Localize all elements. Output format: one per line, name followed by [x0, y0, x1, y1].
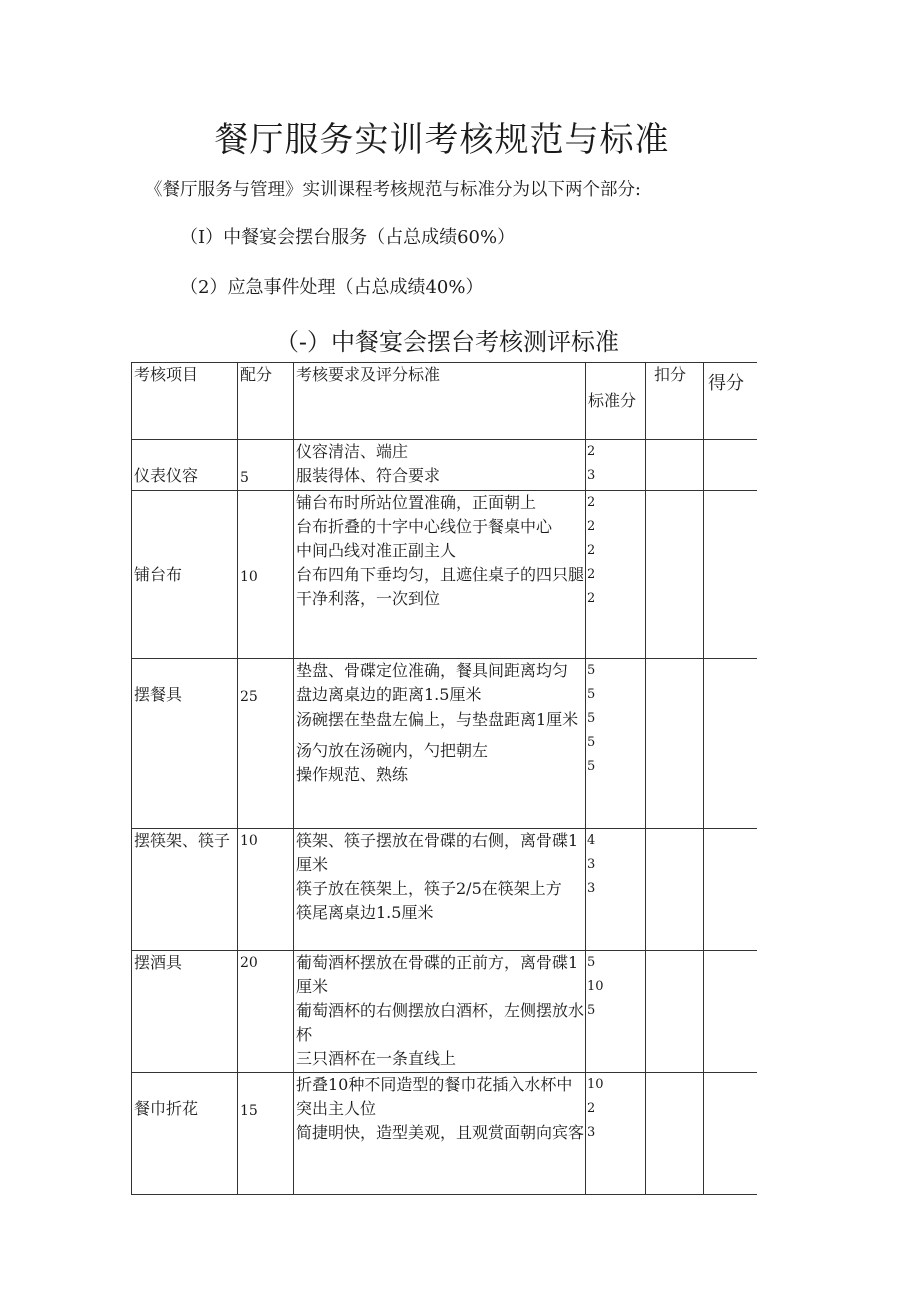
row-item: 摆筷架、筷子 [132, 829, 238, 951]
row-obtained [704, 829, 757, 951]
intro-paragraph: 《餐厅服务与管理》实训课程考核规范与标准分为以下两个部分: [145, 180, 641, 200]
header-obtained: 得分 [704, 363, 757, 440]
row-item: 铺台布 [132, 491, 238, 659]
header-deduction: 扣分 [646, 363, 704, 440]
table-header-row [132, 363, 757, 440]
section-title: （-）中餐宴会摆台考核测评标准 [274, 328, 620, 356]
row-requirements: 垫盘、骨碟定位准确，餐具间距离均匀 盘边离桌边的距离1.5厘米 汤碗摆在垫盘左偏上，与垫盘距离1厘米 汤勺放在汤碗内，勺把朝左 操作规范、熟练 [294, 659, 586, 829]
row-deduction [646, 440, 704, 491]
row-scores: 5 5 5 5 5 [586, 659, 646, 829]
table-row [132, 1073, 757, 1195]
row-requirements: 仪容清洁、端庄 服装得体、符合要求 [294, 440, 586, 491]
row-item: 餐巾折花 [132, 1073, 238, 1195]
table-row [132, 659, 757, 829]
row-deduction [646, 951, 704, 1073]
row-scores: 10 2 3 [586, 1073, 646, 1195]
row-points: 20 [238, 951, 294, 1073]
header-points: 配分 [238, 363, 294, 440]
row-obtained [704, 491, 757, 659]
part-item-1: （I）中餐宴会摆台服务（占总成绩60%） [180, 227, 516, 248]
row-points: 5 [238, 440, 294, 491]
row-points: 25 [238, 659, 294, 829]
header-requirements: 考核要求及评分标准 [294, 363, 586, 440]
row-item: 摆餐具 [132, 659, 238, 829]
header-item: 考核项目 [132, 363, 238, 440]
row-deduction [646, 1073, 704, 1195]
document-title: 餐厅服务实训考核规范与标准 [214, 120, 670, 160]
row-points: 10 [238, 491, 294, 659]
header-standard-score: 标准分 [586, 363, 646, 440]
table-row [132, 440, 757, 491]
row-item: 仪表仪容 [132, 440, 238, 491]
row-requirements: 铺台布时所站位置准确，正面朝上 台布折叠的十字中心线位于餐桌中心 中间凸线对准正副主人 台布四角下垂均匀，且遮住桌子的四只腿 干净利落，一次到位 [294, 491, 586, 659]
row-points: 10 [238, 829, 294, 951]
row-obtained [704, 951, 757, 1073]
row-scores: 2 2 2 2 2 [586, 491, 646, 659]
row-scores: 2 3 [586, 440, 646, 491]
row-deduction [646, 491, 704, 659]
row-obtained [704, 659, 757, 829]
table-row [132, 829, 757, 951]
row-requirements: 葡萄酒杯摆放在骨碟的正前方，离骨碟1厘米 葡萄酒杯的右侧摆放白酒杯，左侧摆放水杯 三只酒杯在一条直线上 [294, 951, 586, 1073]
row-scores: 4 3 3 [586, 829, 646, 951]
part-item-2: （2）应急事件处理（占总成绩40%） [180, 277, 484, 298]
row-deduction [646, 659, 704, 829]
row-item: 摆酒具 [132, 951, 238, 1073]
table-row [132, 951, 757, 1073]
row-deduction [646, 829, 704, 951]
row-scores: 5 10 5 [586, 951, 646, 1073]
row-obtained [704, 440, 757, 491]
assessment-table [131, 362, 757, 1195]
table-row [132, 491, 757, 659]
row-obtained [704, 1073, 757, 1195]
row-points: 15 [238, 1073, 294, 1195]
row-requirements: 筷架、筷子摆放在骨碟的右侧，离骨碟1厘米 筷子放在筷架上，筷子2/5在筷架上方 筷尾离桌边1.5厘米 [294, 829, 586, 951]
row-requirements: 折叠10种不同造型的餐巾花插入水杯中 突出主人位 简捷明快，造型美观，且观赏面朝向宾客 [294, 1073, 586, 1195]
